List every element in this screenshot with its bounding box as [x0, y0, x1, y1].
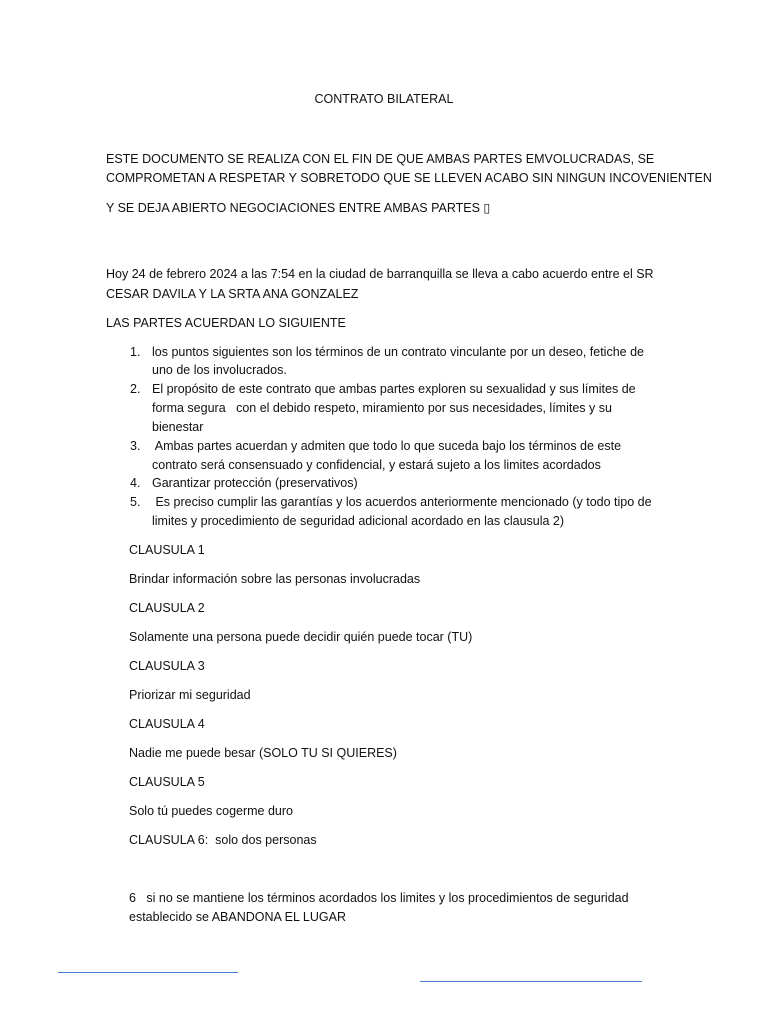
list-item-text: forma segura con el debido respeto, miramiento por sus necesidades, límites y su: [152, 401, 612, 415]
signature-line-left: [58, 972, 238, 973]
clause-heading: CLAUSULA 4: [129, 717, 205, 731]
clause-text: Solamente una persona puede decidir quién puede tocar (TU): [129, 630, 473, 644]
clause-text: Priorizar mi seguridad: [129, 688, 251, 702]
agreement-heading: LAS PARTES ACUERDAN LO SIGUIENTE: [106, 316, 346, 330]
list-item-text: limites y procedimiento de seguridad adicional acordado en las clausula 2): [152, 514, 565, 528]
list-item-number: 4.: [130, 476, 141, 490]
list-item-number: 1.: [130, 345, 141, 359]
clause-heading: CLAUSULA 2: [129, 601, 205, 615]
list-item-number: 3.: [130, 439, 141, 453]
closing-line-2: establecido se ABANDONA EL LUGAR: [129, 910, 346, 924]
clause-heading: CLAUSULA 5: [129, 775, 205, 789]
clause-text: Nadie me puede besar (SOLO TU SI QUIERES): [129, 746, 397, 760]
list-item-text: bienestar: [152, 420, 204, 434]
signature-line-right: [420, 981, 642, 982]
intro-line-2: COMPROMETAN A RESPETAR Y SOBRETODO QUE SE LLEVEN ACABO SIN NINGUN INCOVENIENTEN: [106, 171, 712, 185]
clause-6: CLAUSULA 6: solo dos personas: [129, 833, 317, 847]
clause-heading: CLAUSULA 1: [129, 543, 205, 557]
list-item-text: Garantizar protección (preservativos): [152, 476, 358, 490]
list-item-text: El propósito de este contrato que ambas partes exploren su sexualidad y sus límites de: [152, 382, 636, 396]
closing-line-1: 6 si no se mantiene los términos acordados los limites y los procedimientos de seguridad: [129, 891, 629, 905]
preamble-line-2: CESAR DAVILA Y LA SRTA ANA GONZALEZ: [106, 287, 359, 301]
list-item-text: Ambas partes acuerdan y admiten que todo lo que suceda bajo los términos de este: [152, 439, 622, 453]
list-item-number: 2.: [130, 382, 141, 396]
list-item-text: contrato será consensuado y confidencial, y estará sujeto a los limites acordados: [152, 458, 601, 472]
list-item-text: uno de los involucrados.: [152, 363, 287, 377]
clause-text: Solo tú puedes cogerme duro: [129, 804, 293, 818]
clause-text: Brindar información sobre las personas involucradas: [129, 572, 421, 586]
intro-line-3: Y SE DEJA ABIERTO NEGOCIACIONES ENTRE AMBAS PARTES ▯: [106, 201, 491, 215]
clause-heading: CLAUSULA 3: [129, 659, 205, 673]
document-title: CONTRATO BILATERAL: [314, 92, 454, 106]
list-item-text: Es preciso cumplir las garantías y los acuerdos anteriormente mencionado (y todo tipo de: [152, 495, 652, 509]
list-item-text: los puntos siguientes son los términos de un contrato vinculante por un deseo, fetiche de: [152, 345, 644, 359]
intro-line-1: ESTE DOCUMENTO SE REALIZA CON EL FIN DE QUE AMBAS PARTES EMVOLUCRADAS, SE: [106, 152, 655, 166]
preamble-line-1: Hoy 24 de febrero 2024 a las 7:54 en la ciudad de barranquilla se lleva a cabo acuerdo entre el SR: [106, 267, 654, 281]
list-item-number: 5.: [130, 495, 141, 509]
